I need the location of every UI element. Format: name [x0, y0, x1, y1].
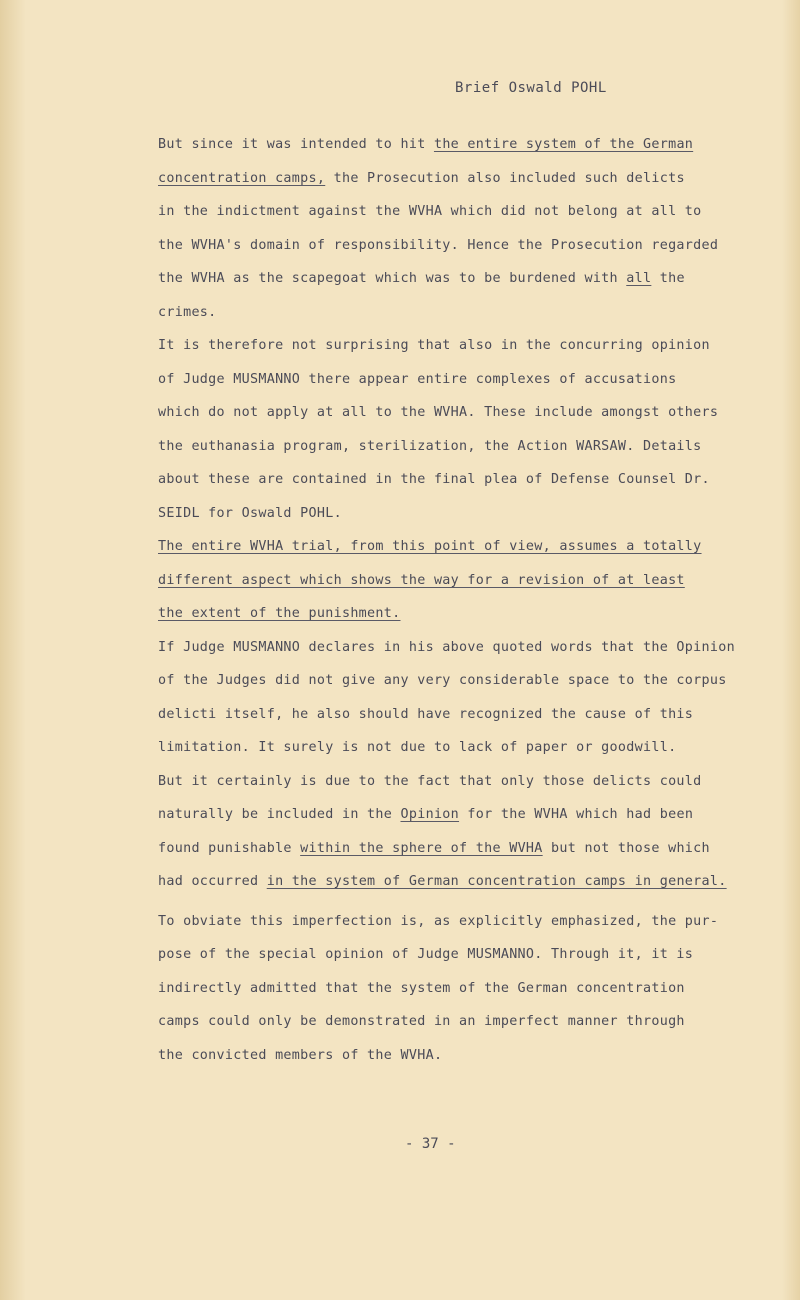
page-edge-shadow-right — [782, 0, 800, 1300]
text-segment: pose of the special opinion of Judge MUSMANNO. Through it, it is — [158, 947, 694, 962]
text-segment: the WVHA's domain of responsibility. Hence the Prosecution regarded — [158, 237, 719, 253]
text-line — [158, 300, 758, 334]
page-number: - 37 - — [405, 1136, 456, 1152]
text-segment: naturally be included in the — [158, 807, 401, 822]
text-segment: crimes. — [158, 304, 217, 320]
underlined-text: The entire WVHA trial, from this point of view, assumes a totally — [158, 539, 702, 554]
text-line — [158, 233, 758, 267]
text-line — [158, 434, 758, 468]
underlined-text: concentration camps, — [158, 170, 326, 186]
text-segment: which do not apply at all to the WVHA. These include amongst others — [158, 405, 719, 420]
text-segment: limitation. It surely is not due to lack of paper or goodwill. — [158, 740, 677, 755]
text-line — [158, 769, 758, 803]
body-text — [158, 132, 758, 1076]
underlined-text: the entire system of the German — [433, 137, 694, 152]
text-segment: the WVHA as the scapegoat which was to be burdened with — [158, 271, 627, 286]
underlined-text: the extent of the punishment. — [158, 606, 401, 621]
text-segment: camps could only be demonstrated in an imperfect manner through — [158, 1014, 685, 1029]
text-line — [158, 534, 758, 568]
text-line — [158, 909, 758, 943]
text-line — [158, 976, 758, 1010]
text-segment: the Prosecution also included such delicts — [325, 170, 685, 186]
text-segment: about these are contained in the final plea of Defense Counsel Dr. — [158, 472, 710, 487]
underlined-text: different aspect which shows the way for a revision of at least — [158, 572, 685, 588]
text-line — [158, 333, 758, 367]
text-line — [158, 199, 758, 233]
text-segment: for the WVHA which had been — [459, 807, 694, 822]
text-line — [158, 942, 758, 976]
text-segment: SEIDL for Oswald POHL. — [158, 505, 342, 521]
text-segment: To obviate this imperfection is, as explicitly emphasized, the pur- — [158, 913, 719, 929]
text-segment: found punishable — [158, 840, 301, 856]
text-line — [158, 501, 758, 535]
page-header: Brief Oswald POHL — [455, 80, 607, 96]
text-segment: had occurred — [158, 874, 267, 889]
text-line — [158, 367, 758, 401]
text-segment: in the indictment against the WVHA which did not belong at all to — [158, 204, 702, 219]
text-segment: of Judge MUSMANNO there appear entire complexes of accusations — [158, 371, 677, 387]
text-line — [158, 735, 758, 769]
text-segment: If Judge MUSMANNO declares in his above quoted words that the Opinion — [158, 639, 735, 655]
text-line — [158, 1043, 758, 1077]
text-line — [158, 400, 758, 434]
text-segment: delicti itself, he also should have recognized the cause of this — [158, 706, 694, 722]
text-line — [158, 1009, 758, 1043]
text-line — [158, 132, 758, 166]
text-segment: the convicted members of the WVHA. — [158, 1047, 443, 1063]
page-edge-shadow-left — [0, 0, 26, 1300]
text-line — [158, 467, 758, 501]
text-segment: But it certainly is due to the fact that only those delicts could — [158, 773, 702, 789]
text-line — [158, 702, 758, 736]
underlined-text: all — [626, 271, 652, 286]
text-segment: But since it was intended to hit — [158, 137, 434, 152]
text-line — [158, 568, 758, 602]
text-line — [158, 166, 758, 200]
text-line — [158, 635, 758, 669]
text-segment: but not those which — [542, 840, 710, 856]
text-line — [158, 836, 758, 870]
text-line — [158, 869, 758, 903]
text-segment: indirectly admitted that the system of the German concentration — [158, 980, 685, 996]
text-segment: the euthanasia program, sterilization, the Action WARSAW. Details — [158, 438, 702, 454]
text-line — [158, 802, 758, 836]
text-segment: It is therefore not surprising that also in the concurring opinion — [158, 338, 710, 353]
underlined-text: in the system of German concentration camps in general. — [266, 874, 727, 889]
underlined-text: within the sphere of the WVHA — [300, 840, 543, 856]
text-segment: the — [651, 271, 685, 286]
text-line — [158, 601, 758, 635]
underlined-text: Opinion — [400, 807, 460, 822]
text-line — [158, 266, 758, 300]
text-line — [158, 668, 758, 702]
text-segment: of the Judges did not give any very considerable space to the corpus — [158, 673, 727, 688]
